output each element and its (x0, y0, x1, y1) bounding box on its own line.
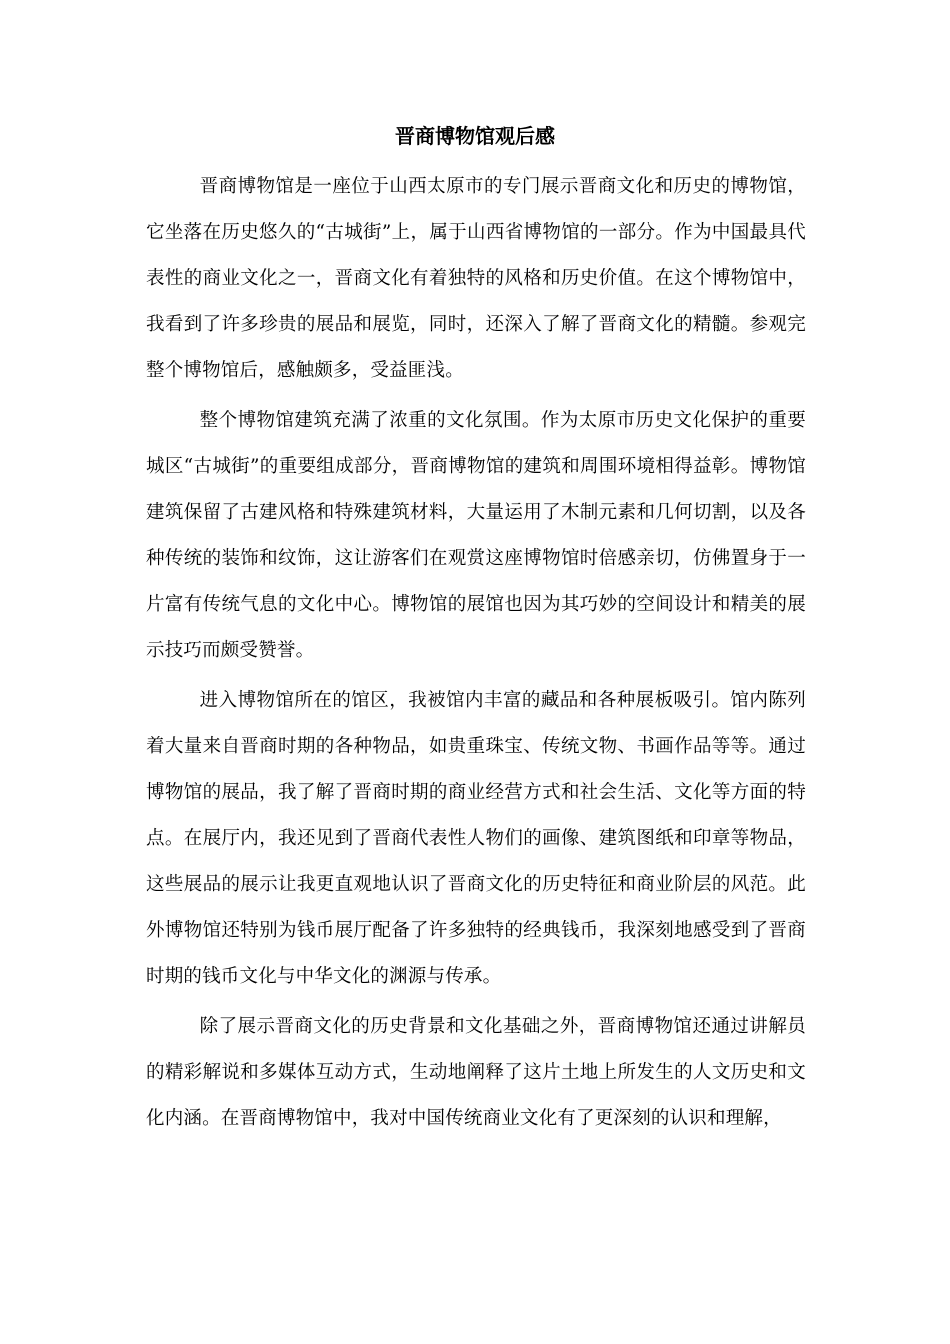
paragraph-3: 进入博物馆所在的馆区，我被馆内丰富的藏品和各种展板吸引。馆内陈列着大量来自晋商时期的各种物品，如贵重珠宝、传统文物、书画作品等等。通过博物馆的展品，我了解了晋商时期的商业经营方式和社会生活、文化等方面的特点。在展厅内，我还见到了晋商代表性人物们的画像、建筑图纸和印章等物品，这些展品的展示让我更直观地认识了晋商文化的历史特征和商业阶层的风范。此外博物馆还特别为钱币展厅配备了许多独特的经典钱币，我深刻地感受到了晋商时期的钱币文化与中华文化的渊源与传承。 (146, 690, 806, 987)
paragraph-2: 整个博物馆建筑充满了浓重的文化氛围。作为太原市历史文化保护的重要城区“古城街”的重要组成部分，晋商博物馆的建筑和周围环境相得益彰。博物馆建筑保留了古建风格和特殊建筑材料，大量运用了木制元素和几何切割，以及各种传统的装饰和纹饰，这让游客们在观赏这座博物馆时倍感亲切，仿佛置身于一片富有传统气息的文化中心。博物馆的展馆也因为其巧妙的空间设计和精美的展示技巧而颇受赞誉。 (146, 410, 806, 661)
paragraph-1: 晋商博物馆是一座位于山西太原市的专门展示晋商文化和历史的博物馆，它坐落在历史悠久的“古城街”上，属于山西省博物馆的一部分。作为中国最具代表性的商业文化之一，晋商文化有着独特的风格和历史价值。在这个博物馆中，我看到了许多珍贵的展品和展览，同时，还深入了解了晋商文化的精髓。参观完整个博物馆后，感触颇多，受益匪浅。 (146, 176, 806, 381)
paragraph-4: 除了展示晋商文化的历史背景和文化基础之外，晋商博物馆还通过讲解员的精彩解说和多媒体互动方式，生动地阐释了这片土地上所发生的人文历史和文化内涵。在晋商博物馆中，我对中国传统商业文化有了更深刻的认识和理解， (146, 1016, 806, 1129)
document-body (146, 164, 806, 1146)
document-title: 晋商博物馆观后感 (395, 124, 555, 148)
